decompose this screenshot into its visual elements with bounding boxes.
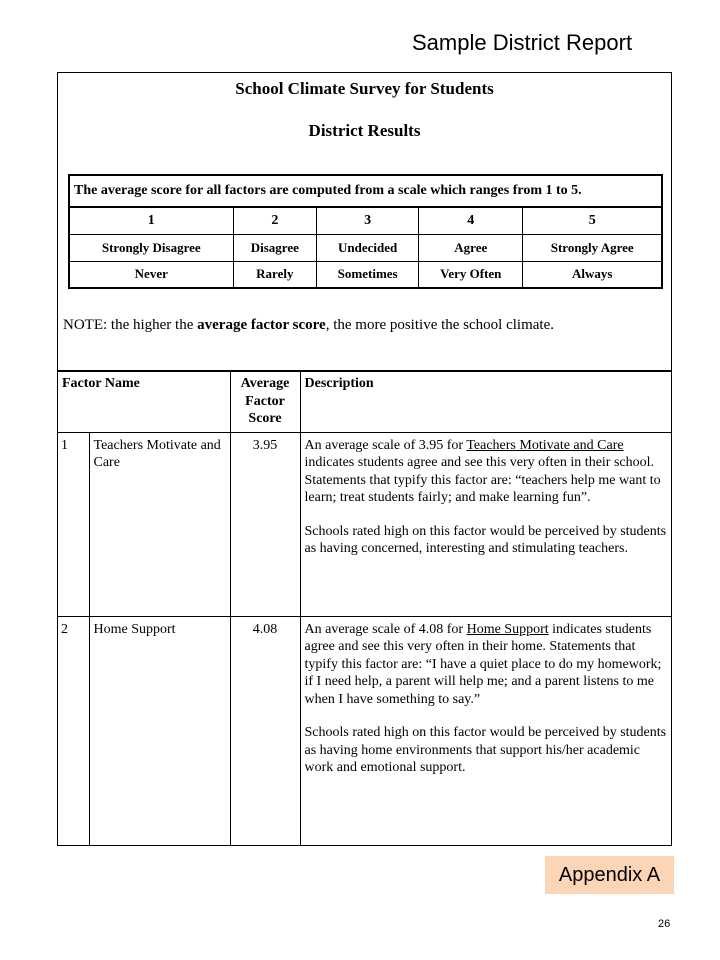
scale-number: 2	[233, 207, 317, 234]
scale-number: 1	[69, 207, 233, 234]
scale-number: 3	[317, 207, 419, 234]
description-text: An average scale of 4.08 for	[304, 621, 467, 637]
factor-number: 2	[58, 616, 89, 845]
factor-table	[58, 372, 671, 845]
description-header: Description	[300, 372, 671, 432]
description-text: An average scale of 3.95 for	[304, 437, 467, 453]
description-text: indicates students agree and see this very often in their school. Statements that typify this factor are: “teachers help me want to learn; treat students fairly; and make learning fun”.	[304, 455, 661, 505]
survey-title: School Climate Survey for Students	[235, 79, 494, 98]
description-paragraph	[305, 437, 668, 507]
scale-frequency-label: Very Often	[419, 261, 523, 288]
scale-agreement-label: Agree	[419, 234, 523, 261]
scale-agreement-label: Disagree	[233, 234, 317, 261]
note-text	[63, 317, 554, 334]
description-summary: Schools rated high on this factor would be perceived by students as having home environments that support his/her academic work and emotional support.	[304, 725, 667, 775]
score-header-line: Average	[240, 376, 290, 391]
report-title: Sample District Report	[412, 30, 633, 55]
scale-number: 4	[419, 207, 523, 234]
note-suffix: , the more positive the school climate.	[325, 317, 554, 333]
survey-subtitle: District Results	[308, 121, 421, 140]
scale-frequency-label: Never	[69, 261, 233, 288]
factor-table-header	[58, 372, 671, 432]
factor-name: Teachers Motivate and Care	[89, 432, 230, 616]
scale-caption: The average score for all factors are computed from a scale which ranges from 1 to 5.	[69, 175, 662, 207]
scale-number-row	[69, 207, 662, 234]
description-paragraph	[305, 621, 668, 709]
scale-frequency-label: Rarely	[233, 261, 317, 288]
factor-score: 3.95	[230, 432, 300, 616]
factor-name-underlined: Teachers Motivate and Care	[466, 437, 624, 453]
document-frame	[57, 72, 672, 846]
factor-number: 1	[58, 432, 89, 616]
score-header-line: Score	[248, 411, 282, 426]
survey-header	[58, 73, 671, 372]
scale-number: 5	[523, 207, 662, 234]
scale-frequency-row	[69, 261, 662, 288]
description-text: indicates students agree and see this very often in their home. Statements that typify this factor are: “I have a quiet place to do my homework; if I need help, a parent will help me; and a parent listens to me when I have something to say.”	[304, 621, 662, 707]
factor-name: Home Support	[89, 616, 230, 845]
factor-name-underlined: Home Support	[466, 621, 549, 637]
scale-agreement-label: Strongly Agree	[523, 234, 662, 261]
score-header-line: Factor	[245, 393, 285, 409]
scale-table	[68, 174, 663, 289]
scale-agreement-row	[69, 234, 662, 261]
factor-score: 4.08	[230, 616, 300, 845]
factor-name-header: Factor Name	[58, 372, 230, 432]
table-row	[58, 432, 671, 616]
scale-agreement-label: Strongly Disagree	[69, 234, 233, 261]
scale-agreement-label: Undecided	[317, 234, 419, 261]
factor-description	[300, 432, 671, 616]
scale-frequency-label: Sometimes	[317, 261, 419, 288]
description-summary: Schools rated high on this factor would be perceived by students as having concerned, interesting and stimulating teachers.	[304, 523, 667, 556]
average-score-header	[230, 372, 300, 432]
note-prefix: NOTE: the higher the	[63, 317, 198, 333]
scale-frequency-label: Always	[523, 261, 662, 288]
factor-description	[300, 616, 671, 845]
note-emphasis: average factor score	[197, 317, 326, 333]
page-number: 26	[658, 918, 671, 930]
table-row	[58, 616, 671, 845]
appendix-badge: Appendix A	[545, 856, 674, 894]
